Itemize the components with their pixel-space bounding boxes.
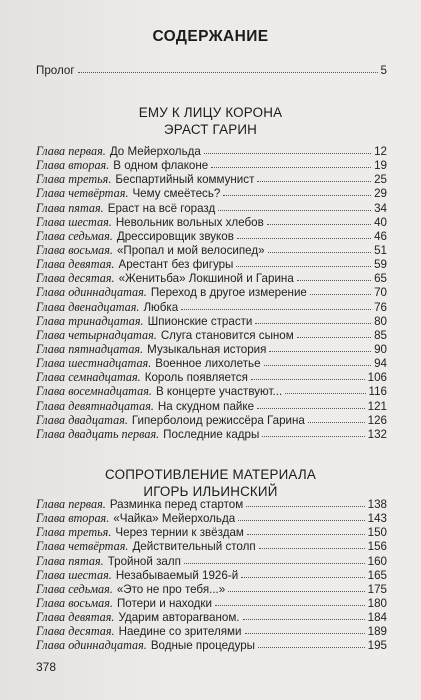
- page-number: 29: [374, 187, 387, 201]
- toc-row: [36, 271, 387, 285]
- page-number: 143: [367, 512, 387, 526]
- dot-leader: [297, 270, 371, 281]
- entry-name: «Чайка» Мейерхольда: [113, 512, 236, 526]
- chapter-label: Глава восьмая.: [36, 595, 113, 610]
- dot-leader: [262, 426, 364, 437]
- toc-row: [36, 201, 387, 215]
- dot-leader: [247, 524, 365, 535]
- dot-leader: [255, 313, 371, 324]
- page-number: 121: [367, 399, 387, 413]
- page-number: 5: [380, 64, 387, 77]
- page-number: 85: [374, 328, 387, 342]
- entry-name: Шпионские страсти: [147, 314, 253, 328]
- section-author: ЭРАСТ ГАРИН: [163, 122, 258, 137]
- page-title: СОДЕРЖАНИЕ: [152, 28, 269, 45]
- page-number: 94: [374, 357, 387, 371]
- entry-name: До Мейерхольда: [109, 145, 201, 158]
- toc-row: [36, 582, 387, 596]
- toc-row: [36, 596, 387, 610]
- page-folio: 378: [36, 660, 57, 674]
- toc-row: [36, 610, 387, 624]
- page-number: 34: [374, 201, 387, 215]
- page-number: 106: [367, 371, 387, 385]
- dot-leader: [246, 496, 364, 507]
- page-number: 195: [367, 639, 387, 653]
- chapter-label: Глава восьмая.: [36, 242, 113, 257]
- chapter-label: Глава седьмая.: [36, 581, 113, 596]
- chapter-label: Глава девятая.: [36, 610, 115, 625]
- page-number: 40: [374, 215, 387, 229]
- dot-leader: [267, 214, 371, 225]
- toc-row: [36, 257, 387, 271]
- chapter-label: Глава шестая.: [36, 567, 112, 582]
- entry-name: Разминка перед стартом: [109, 498, 244, 511]
- chapter-label: Глава вторая.: [36, 158, 110, 173]
- toc-row: [36, 554, 387, 568]
- entry-name: Король появляется: [144, 371, 248, 385]
- page-number: 19: [374, 159, 387, 173]
- chapter-label: Глава пятая.: [36, 553, 104, 568]
- page-number: 184: [367, 611, 387, 625]
- page-number: 25: [374, 173, 387, 187]
- entry-name: Слуга становится сыном: [160, 328, 294, 342]
- dot-leader: [243, 609, 365, 620]
- entry-name: На скудном пайке: [157, 399, 255, 413]
- dot-leader: [268, 242, 372, 253]
- chapter-label: Глава десятая.: [36, 624, 115, 639]
- chapter-label: Глава одиннадцатая.: [36, 638, 147, 653]
- page-number: 59: [374, 258, 387, 272]
- toc-row: [36, 243, 387, 257]
- chapter-label: Глава первая.: [36, 497, 106, 511]
- toc-row: [36, 186, 387, 200]
- dot-leader: [184, 553, 365, 564]
- toc-row: [36, 370, 387, 384]
- page-number: 156: [367, 540, 387, 554]
- chapter-label: Глава двенадцатая.: [36, 299, 140, 314]
- dot-leader: [285, 383, 365, 394]
- section-author: ИГОРЬ ИЛЬИНСКИЙ: [143, 484, 278, 499]
- toc-row: [36, 413, 387, 427]
- section-title: СОПРОТИВЛЕНИЕ МАТЕРИАЛА: [105, 467, 316, 482]
- dot-leader: [258, 637, 365, 648]
- toc-row: [36, 63, 387, 77]
- dot-leader: [218, 200, 371, 211]
- entry-name: Наедине со зрителями: [118, 625, 242, 639]
- chapter-label: Глава шестая.: [36, 214, 112, 229]
- dot-leader: [238, 510, 364, 521]
- page-number: 80: [374, 314, 387, 328]
- toc-row: [36, 399, 387, 413]
- page-number: 12: [374, 145, 387, 158]
- chapter-label: Глава девятая.: [36, 257, 115, 272]
- toc-row: [36, 384, 387, 398]
- toc-row: [36, 342, 387, 356]
- entry-name: Чему смеётесь?: [132, 187, 221, 201]
- toc-row: [36, 497, 387, 511]
- section-heading: [0, 466, 421, 500]
- chapter-label: Глава третья.: [36, 525, 112, 540]
- toc-row: [36, 285, 387, 299]
- entry-name: Музыкальная история: [147, 342, 267, 356]
- chapter-label: Глава четвёртая.: [36, 186, 129, 201]
- dot-leader: [237, 228, 371, 239]
- toc-row: [36, 158, 387, 172]
- page-number: 65: [374, 272, 387, 286]
- page-number: 150: [367, 526, 387, 540]
- chapter-label: Глава третья.: [36, 172, 112, 187]
- toc-row: [36, 144, 387, 158]
- toc-entries: [36, 144, 387, 441]
- toc-row: [36, 568, 387, 582]
- dot-leader: [204, 143, 371, 154]
- entry-name: Военное лихолетье: [155, 357, 261, 371]
- dot-leader: [236, 256, 371, 267]
- toc-row: [36, 215, 387, 229]
- chapter-label: Глава четвёртая.: [36, 539, 129, 554]
- dot-leader: [264, 355, 372, 366]
- toc-row: [36, 356, 387, 370]
- page-number: 160: [367, 554, 387, 568]
- entry-name: В концерте участвуют...: [155, 385, 283, 399]
- toc-list: [36, 144, 387, 441]
- dot-leader: [308, 412, 365, 423]
- chapter-label: Глава двадцатая.: [36, 412, 128, 427]
- chapter-label: Глава первая.: [36, 144, 106, 158]
- dot-leader: [228, 581, 364, 592]
- prolog-entry: [36, 63, 387, 77]
- entry-name: Гиперболоид режиссёра Гарина: [131, 413, 305, 427]
- chapter-label: Глава восемнадцатая.: [36, 384, 152, 399]
- toc-row: [36, 300, 387, 314]
- entry-name: Арестант без фигуры: [118, 258, 234, 272]
- page-number: 70: [374, 286, 387, 300]
- chapter-label: Глава одиннадцатая.: [36, 285, 147, 300]
- entry-name: В одном флаконе: [113, 159, 209, 173]
- dot-leader: [269, 341, 371, 352]
- entry-name: Ударим автоparваном.: [118, 611, 240, 625]
- toc-row: [36, 638, 387, 652]
- page-number: 76: [374, 300, 387, 314]
- dot-leader: [245, 623, 365, 634]
- entry-name: Последние кадры: [163, 427, 260, 441]
- chapter-label: Глава пятая.: [36, 200, 104, 215]
- entry-name: «Это не про тебя...»: [116, 582, 226, 596]
- page-number: 90: [374, 342, 387, 356]
- page-number: 180: [367, 596, 387, 610]
- chapter-label: Глава вторая.: [36, 511, 110, 526]
- toc-row: [36, 172, 387, 186]
- section-heading: [0, 104, 421, 138]
- dot-leader: [78, 62, 378, 73]
- toc-row: [36, 314, 387, 328]
- dot-leader: [251, 369, 365, 380]
- chapter-label: Глава двадцать первая.: [36, 426, 160, 441]
- chapter-label: Глава четырнадцатая.: [36, 327, 157, 342]
- entry-name: Пролог: [36, 64, 75, 77]
- entry-name: Тройной залп: [107, 554, 181, 568]
- chapter-label: Глава семнадцатая.: [36, 370, 141, 385]
- entry-name: «Пропал и мой велосипед»: [116, 243, 265, 257]
- chapter-label: Глава пятнадцатая.: [36, 341, 144, 356]
- page-number: 126: [367, 413, 387, 427]
- dot-leader: [297, 327, 371, 338]
- page-number: 189: [367, 625, 387, 639]
- page-number: 132: [367, 427, 387, 441]
- dot-leader: [223, 185, 371, 196]
- page-number: 138: [367, 498, 387, 511]
- toc-row: [36, 229, 387, 243]
- chapter-label: Глава седьмая.: [36, 228, 113, 243]
- entry-name: Невольник вольных хлебов: [115, 215, 264, 229]
- entry-name: Незабываемый 1926-й: [115, 568, 239, 582]
- toc-list: [36, 497, 387, 653]
- entry-name: Через тернии к звёздам: [115, 526, 244, 540]
- entry-name: Действительный столп: [132, 540, 256, 554]
- dot-leader: [257, 398, 365, 409]
- entry-name: «Женитьба» Локшиной и Гарина: [118, 272, 294, 286]
- entry-name: Дрессировщик звуков: [116, 229, 234, 243]
- dot-leader: [215, 595, 365, 606]
- toc-row: [36, 511, 387, 525]
- entry-name: Переход в другое измерение: [150, 286, 307, 300]
- toc-row: [36, 328, 387, 342]
- dot-leader: [257, 171, 371, 182]
- entry-name: Потери и находки: [116, 596, 212, 610]
- chapter-label: Глава десятая.: [36, 271, 115, 286]
- section-title: ЕМУ К ЛИЦУ КОРОНА: [138, 105, 283, 120]
- dot-leader: [211, 157, 371, 168]
- page-number: 175: [367, 582, 387, 596]
- page-number: 51: [374, 243, 387, 257]
- chapter-label: Глава девятнадцатая.: [36, 398, 154, 413]
- page-number: 165: [367, 568, 387, 582]
- dot-leader: [259, 538, 365, 549]
- chapter-label: Глава шестнадцатая.: [36, 356, 152, 371]
- entry-name: Беспартийный коммунист: [115, 173, 255, 187]
- chapter-label: Глава тринадцатая.: [36, 313, 144, 328]
- dot-leader: [310, 284, 371, 295]
- page-number: 116: [368, 385, 387, 399]
- entry-name: Водные процедуры: [150, 639, 256, 653]
- toc-entries: [36, 497, 387, 653]
- toc-row: [36, 624, 387, 638]
- entry-name: Любка: [143, 300, 179, 314]
- toc-row: [36, 525, 387, 539]
- dot-leader: [241, 567, 364, 578]
- page-number: 46: [374, 229, 387, 243]
- dot-leader: [181, 299, 371, 310]
- toc-row: [36, 539, 387, 553]
- toc-row: [36, 427, 387, 441]
- entry-name: Ераст на всё горазд: [107, 201, 216, 215]
